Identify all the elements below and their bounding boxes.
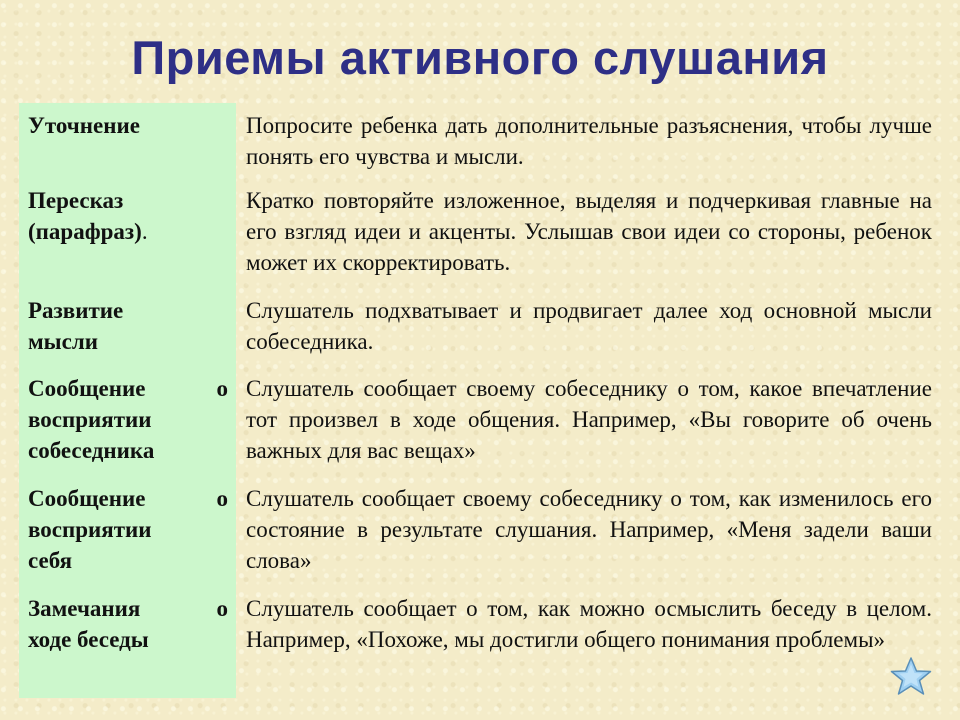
term-cell: [28, 110, 228, 141]
page-title: Приемы активного слушания: [131, 31, 829, 84]
term-cell: [28, 295, 228, 357]
term-cell: [28, 185, 228, 247]
term-cell: [28, 593, 228, 655]
term-cell: [28, 483, 228, 576]
description-cell: Слушатель сообщает о том, как можно осмыслить беседу в целом. Например, «Похоже, мы достигли общего понимания проблемы»: [246, 596, 932, 652]
term-label-line1: Замечания о: [28, 596, 228, 621]
description-cell: Кратко повторяйте изложенное, выделяя и подчеркивая главные на его взгляд идеи и акценты. Услышав свои идеи со стороны, ребенок может их скорректировать.: [246, 188, 932, 275]
term-label-line2: восприятии: [28, 407, 152, 432]
term-cell: [28, 373, 228, 466]
term-label-line3: себя: [28, 548, 73, 573]
description-cell: Попросите ребенка дать дополнительные разъяснения, чтобы лучше понять его чувства и мысли.: [246, 113, 932, 169]
term-label-line1: Пересказ: [28, 188, 124, 213]
term-label-line1: Сообщение о: [28, 486, 228, 511]
description-cell: Слушатель сообщает своему собеседнику о том, какое впечатление тот произвел в ходе общения. Например, «Вы говорите об очень важных для вас вещах»: [246, 376, 932, 463]
star-icon[interactable]: [889, 656, 933, 696]
term-label-line1: Развитие: [28, 298, 124, 323]
term-label-line2: [28, 216, 228, 247]
term-label-line2: мысли: [28, 329, 98, 354]
term-label: Уточнение: [28, 113, 140, 138]
term-label-text: (парафраз): [28, 219, 142, 244]
description-cell: Слушатель сообщает своему собеседнику о том, как изменилось его состояние в результате слушания. Например, «Меня задели ваши слова»: [246, 486, 932, 573]
term-label-suffix: .: [141, 219, 148, 244]
term-label-line3: собеседника: [28, 438, 155, 463]
description-cell: Слушатель подхватывает и продвигает далее ход основной мысли собеседника.: [246, 298, 932, 354]
term-label-line2: ходе беседы: [28, 627, 149, 652]
term-label-line2: восприятии: [28, 517, 152, 542]
term-label-line1: Сообщение о: [28, 376, 228, 401]
